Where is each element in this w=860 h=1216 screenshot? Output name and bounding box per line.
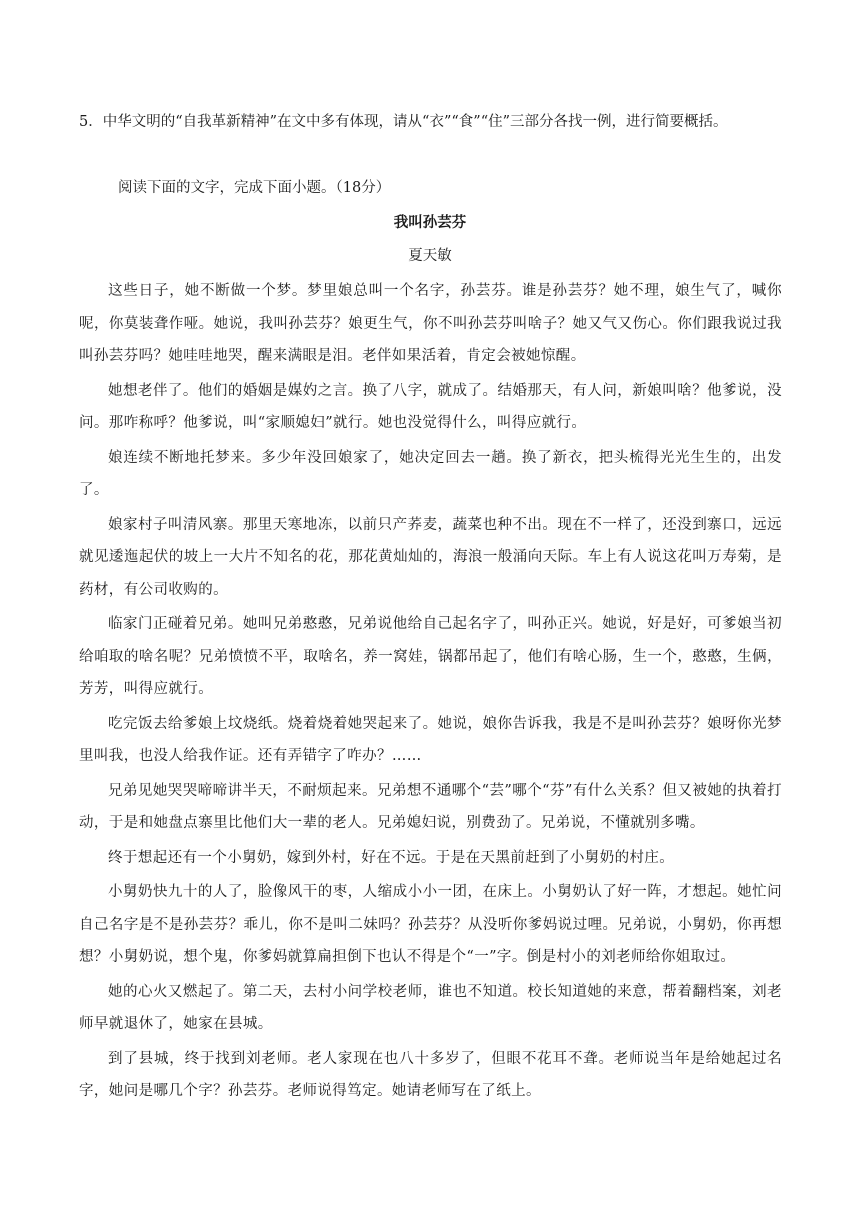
reading-instruction: 阅读下面的文字，完成下面小题。（18分） [118, 180, 391, 196]
story-paragraph: 娘连续不断地托梦来。多少年没回娘家了，她决定回去一趟。换了新衣，把头梳得光光生生的，出发了。 [79, 449, 782, 498]
story-body [79, 275, 782, 1110]
story-paragraph: 她的心火又燃起了。第二天，去村小问学校老师，谁也不知道。校长知道她的来意，帮着翻档案，刘老师早就退休了，她家在县城。 [79, 983, 782, 1032]
story-paragraph: 终于想起还有一个小舅奶，嫁到外村，好在不远。于是在天黑前赶到了小舅奶的村庄。 [108, 849, 675, 866]
question-5: 5．中华文明的“自我革新精神”在文中多有体现，请从“衣”“食”“住”三部分各找一例，进行简要概括。 [79, 114, 728, 130]
story-paragraph: 吃完饭去给爹娘上坟烧纸。烧着烧着她哭起来了。她说，娘你告诉我，我是不是叫孙芸芬？娘呀你光梦里叫我，也没人给我作证。还有弄错字了咋办？…… [79, 715, 782, 764]
story-paragraph: 小舅奶快九十的人了，脸像风干的枣，人缩成小小一团，在床上。小舅奶认了好一阵，才想起。她忙问自己名字是不是孙芸芬？乖儿，你不是叫二妹吗？孙芸芬？从没听你爹妈说过哩。兄弟说，小舅奶，你再想想？小舅奶说，想个鬼，你爹妈就算扁担倒下也认不得是个“一”字。倒是村小的刘老师给你姐取过。 [79, 884, 782, 965]
story-paragraph: 兄弟见她哭哭啼啼讲半天，不耐烦起来。兄弟想不通哪个“芸”哪个“芬”有什么关系？但又被她的执着打动，于是和她盘点寨里比他们大一辈的老人。兄弟媳妇说，别费劲了。兄弟说，不懂就别多嘴。 [79, 782, 782, 831]
story-paragraph: 到了县城，终于找到刘老师。老人家现在也八十多岁了，但眼不花耳不聋。老师说当年是给她起过名字，她问是哪几个字？孙芸芬。老师说得笃定。她请老师写在了纸上。 [79, 1050, 782, 1099]
story-paragraph: 临家门正碰着兄弟。她叫兄弟憨憨，兄弟说他给自己起名字了，叫孙正兴。她说，好是好，可爹娘当初给咱取的啥名呢？兄弟愤愤不平，取啥名，养一窝娃，锅都吊起了，他们有啥心肠，生一个，憨憨，生俩，芳芳，叫得应就行。 [79, 616, 782, 697]
story-paragraph: 她想老伴了。他们的婚姻是媒妁之言。换了八字，就成了。结婚那天，有人问，新娘叫啥？他爹说，没问。那咋称呼？他爹说，叫“家顺媳妇”就行。她也没觉得什么，叫得应就行。 [79, 382, 782, 431]
story-author: 夏天敏 [408, 248, 452, 264]
story-paragraph: 这些日子，她不断做一个梦。梦里娘总叫一个名字，孙芸芬。谁是孙芸芬？她不理，娘生气了，喊你呢，你莫装聋作哑。她说，我叫孙芸芬？娘更生气，你不叫孙芸芬叫啥子？她又气又伤心。你们跟我说过我叫孙芸芬吗？她哇哇地哭，醒来满眼是泪。老伴如果活着，肯定会被她惊醒。 [79, 283, 782, 364]
story-title: 我叫孙芸芬 [393, 214, 467, 231]
story-paragraph: 娘家村子叫清风寨。那里天寒地冻，以前只产荞麦，蔬菜也种不出。现在不一样了，还没到寨口，远远就见逶迤起伏的坡上一大片不知名的花，那花黄灿灿的，海浪一般涌向天际。车上有人说这花叫万寿菊，是药材，有公司收购的。 [79, 516, 782, 598]
